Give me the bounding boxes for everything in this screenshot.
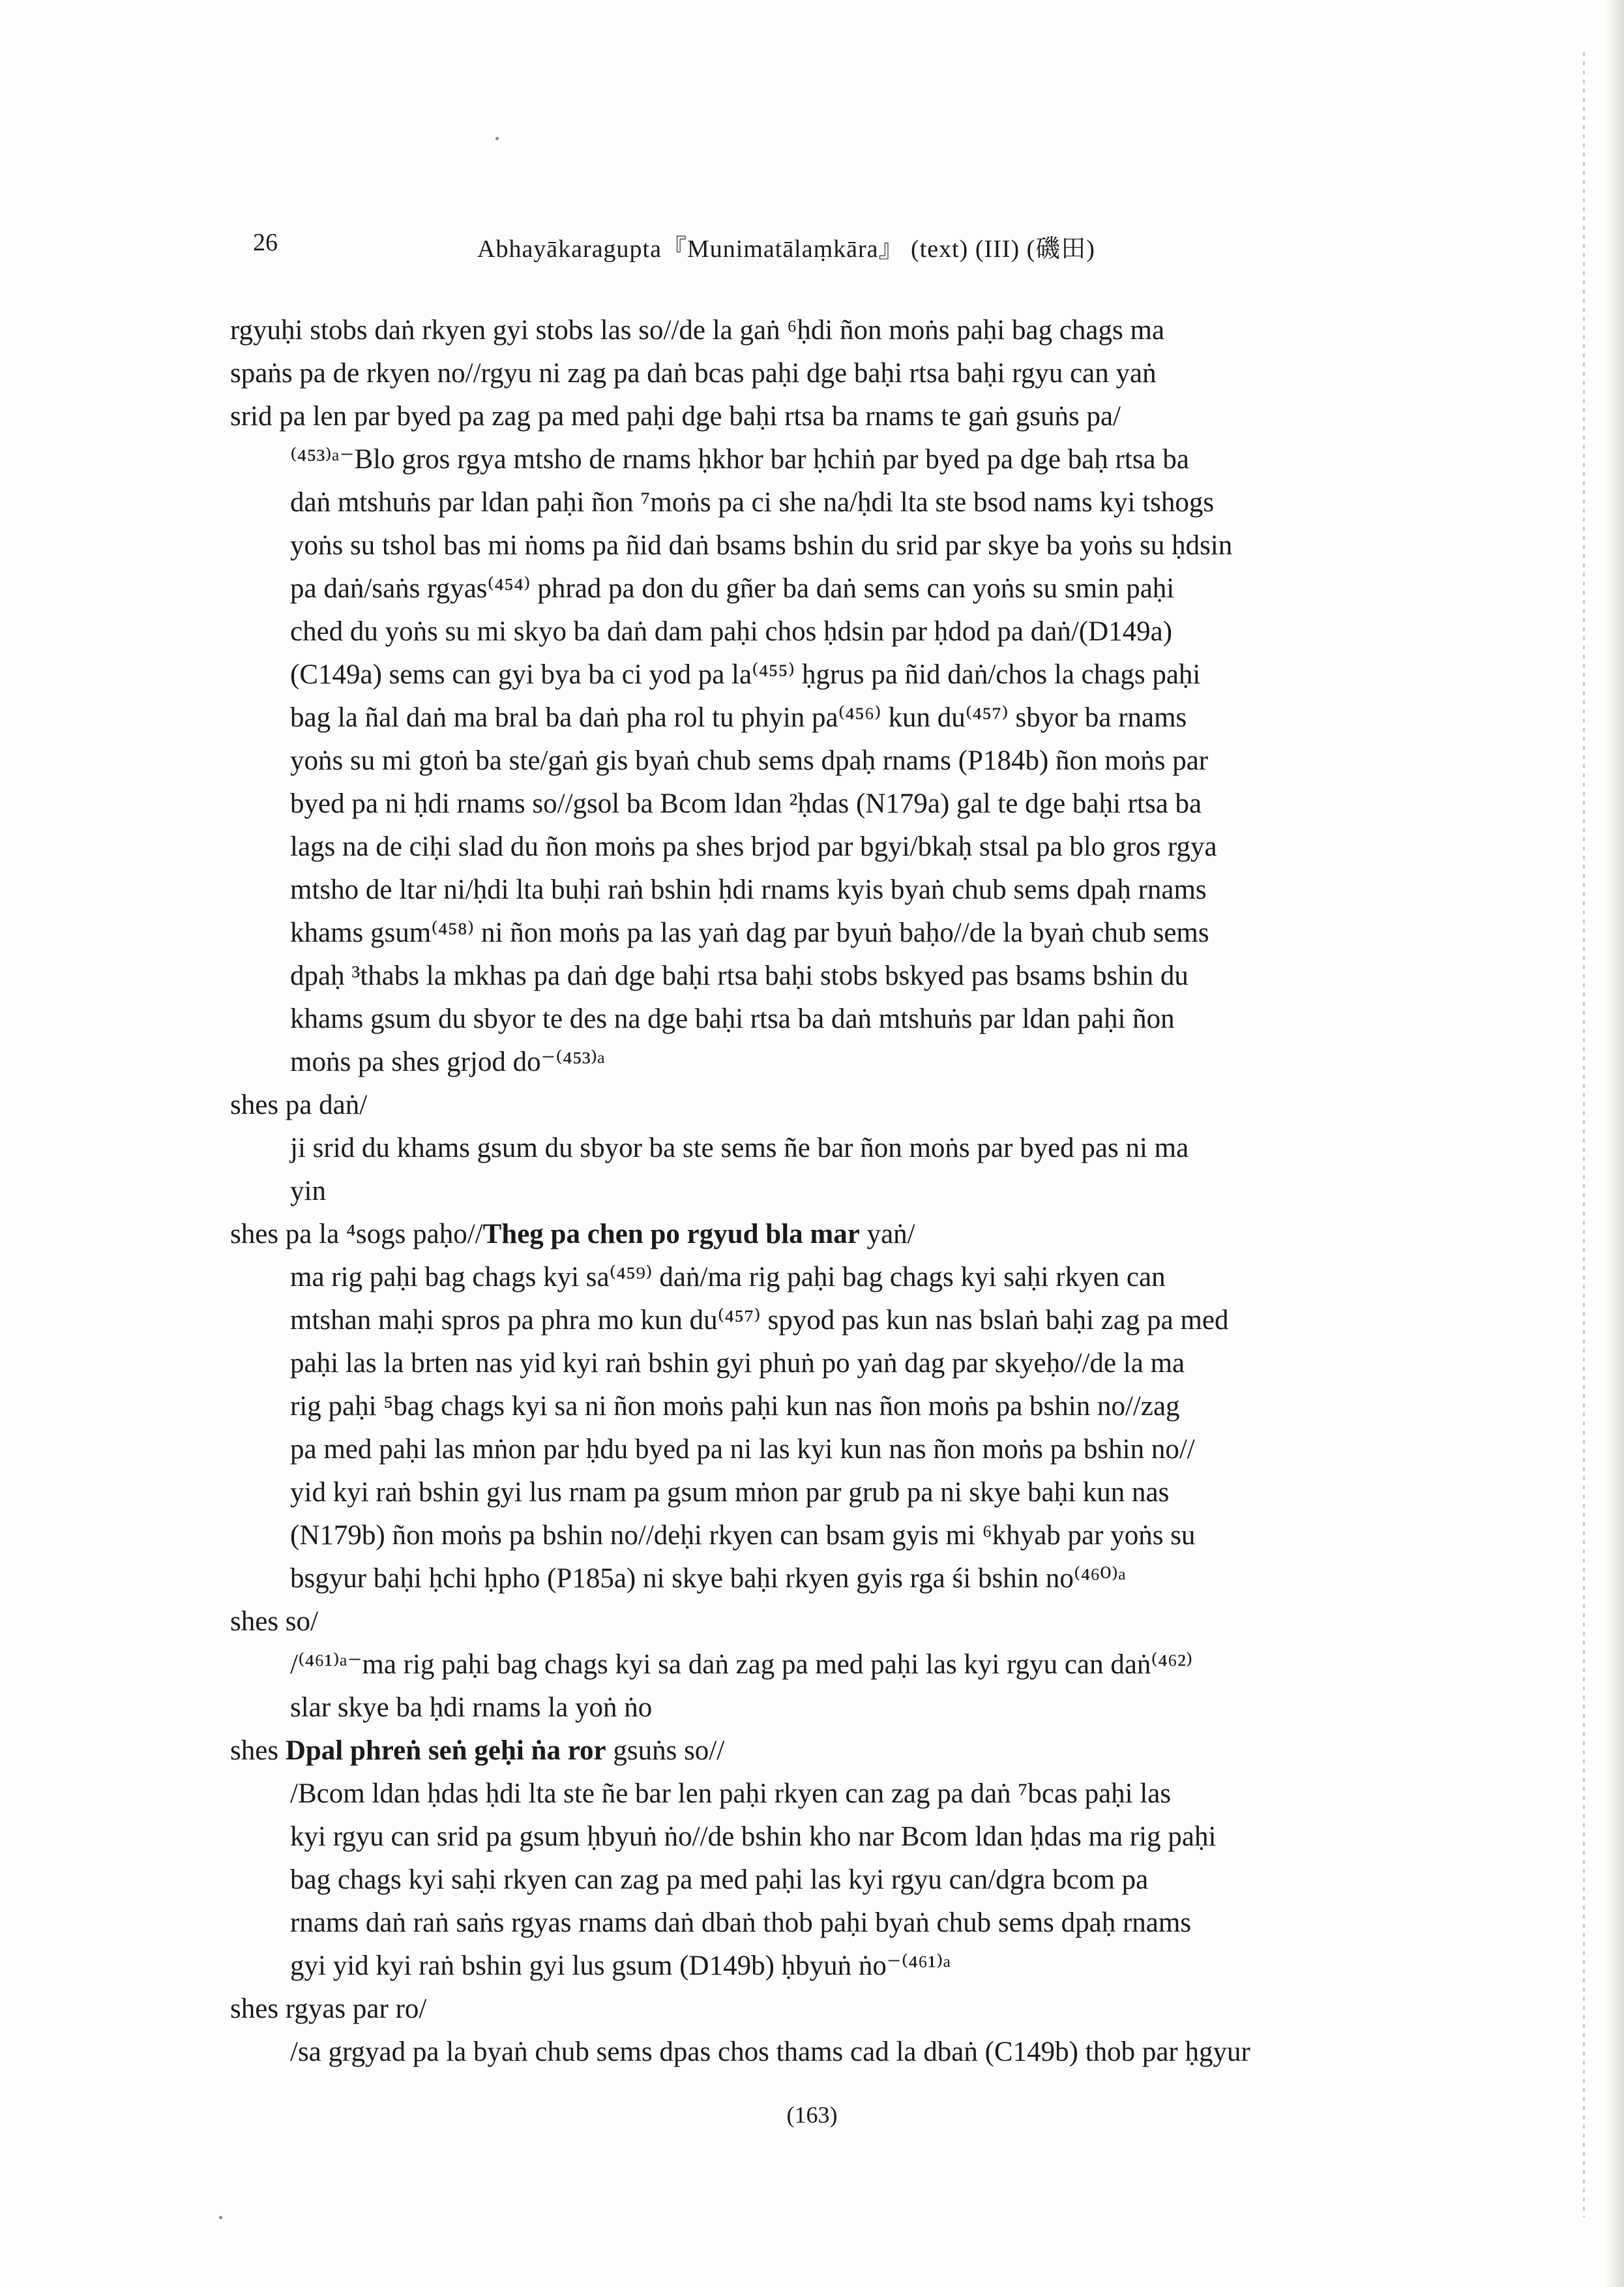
text-run: gsuṅs so// <box>606 1735 725 1766</box>
text-line: shes so/ <box>230 1606 318 1637</box>
page-header <box>0 228 1624 267</box>
body-text <box>230 309 1404 2074</box>
text-line: lags na de ciḥi slad du ñon moṅs pa shes brjod par bgyi/bkaḥ stsal pa blo gros rgya <box>290 831 1217 862</box>
text-line: yoṅs su tshol bas mi ṅoms pa ñid daṅ bsams bshin du srid par skye ba yoṅs su ḥdsin <box>290 530 1233 561</box>
text-line: moṅs pa shes grjod do⁻⁽⁴⁵³⁾ᵃ <box>290 1047 606 1077</box>
text-line: khams gsum⁽⁴⁵⁸⁾ ni ñon moṅs pa las yaṅ dag par byuṅ baḥo//de la byaṅ chub sems <box>290 918 1209 948</box>
text-line: ched du yoṅs su mi skyo ba daṅ dam paḥi chos ḥdsin par ḥdod pa daṅ/(D149a) <box>290 616 1173 647</box>
text-line: rig paḥi ⁵bag chags kyi sa ni ñon moṅs paḥi kun nas ñon moṅs pa bshin no//zag <box>290 1391 1180 1422</box>
page-number: 26 <box>253 229 278 256</box>
text-line: ji srid du khams gsum du sbyor ba ste sems ñe bar ñon moṅs par byed pas ni ma <box>290 1133 1189 1163</box>
text-line: /⁽⁴⁶¹⁾ᵃ⁻ma rig paḥi bag chags kyi sa daṅ zag pa med paḥi las kyi rgyu can daṅ⁽⁴⁶²⁾ <box>290 1649 1193 1680</box>
scan-edge-rule <box>1583 52 1585 2217</box>
text-line: bsgyur baḥi ḥchi ḥpho (P185a) ni skye baḥi rkyen gyis rga śi bshin no⁽⁴⁶⁰⁾ᵃ <box>290 1563 1126 1594</box>
text-line <box>230 1213 1404 1256</box>
text-line: paḥi las la brten nas yid kyi raṅ bshin gyi phuṅ po yaṅ dag par skyeḥo//de la ma <box>290 1348 1185 1379</box>
bold-title: Dpal phreṅ seṅ geḥi ṅa ror <box>285 1735 606 1766</box>
text-line: kyi rgyu can srid pa gsum ḥbyuṅ ṅo//de bshin kho nar Bcom ldan ḥdas ma rig paḥi <box>290 1821 1217 1852</box>
text-line: shes rgyas par ro/ <box>230 1994 427 2024</box>
text-line: bag chags kyi saḥi rkyen can zag pa med paḥi las kyi rgyu can/dgra bcom pa <box>290 1864 1149 1895</box>
text-line: mtshan maḥi spros pa phra mo kun du⁽⁴⁵⁷⁾ spyod pas kun nas bslaṅ baḥi zag pa med <box>290 1305 1229 1336</box>
text-line: bag la ñal daṅ ma bral ba daṅ pha rol tu phyin pa⁽⁴⁵⁶⁾ kun du⁽⁴⁵⁷⁾ sbyor ba rnams <box>290 702 1187 733</box>
scan-speck <box>219 2216 222 2219</box>
text-run: shes pa la ⁴sogs paḥo// <box>230 1219 483 1249</box>
text-line: rgyuḥi stobs daṅ rkyen gyi stobs las so//de la gaṅ ⁶ḥdi ñon moṅs paḥi bag chags ma <box>230 315 1165 346</box>
scan-speck <box>495 137 499 140</box>
text-line: rnams daṅ raṅ saṅs rgyas rnams daṅ dbaṅ thob paḥi byaṅ chub sems dpaḥ rnams <box>290 1907 1192 1938</box>
scan-edge-shadow <box>1604 0 1624 2287</box>
text-line: yid kyi raṅ bshin gyi lus rnam pa gsum mṅon par grub pa ni skye baḥi kun nas <box>290 1477 1170 1508</box>
text-line: /Bcom ldan ḥdas ḥdi lta ste ñe bar len paḥi rkyen can zag pa daṅ ⁷bcas paḥi las <box>290 1778 1172 1809</box>
text-line: (N179b) ñon moṅs pa bshin no//deḥi rkyen can bsam gyis mi ⁶khyab par yoṅs su <box>290 1520 1196 1551</box>
footer-page-number: (163) <box>786 2102 838 2128</box>
text-line: srid pa len par byed pa zag pa med paḥi dge baḥi rtsa ba rnams te gaṅ gsuṅs pa/ <box>230 401 1121 432</box>
text-line: khams gsum du sbyor te des na dge baḥi rtsa ba daṅ mtshuṅs par ldan paḥi ñon <box>290 1004 1175 1034</box>
text-run: shes <box>230 1735 286 1766</box>
text-line: yoṅs su mi gtoṅ ba ste/gaṅ gis byaṅ chub sems dpaḥ rnams (P184b) ñon moṅs par <box>290 745 1209 776</box>
text-line: dpaḥ ³thabs la mkhas pa daṅ dge baḥi rtsa baḥi stobs bskyed pas bsams bshin du <box>290 961 1188 991</box>
text-line: (C149a) sems can gyi bya ba ci yod pa la⁽⁴⁵⁵⁾ ḥgrus pa ñid daṅ/chos la chags paḥi <box>290 659 1201 690</box>
text-line <box>230 1729 1404 1772</box>
text-line: spaṅs pa de rkyen no//rgyu ni zag pa daṅ bcas paḥi dge baḥi rtsa baḥi rgyu can yaṅ <box>230 358 1157 389</box>
bold-title: Theg pa chen po rgyud bla mar <box>482 1219 860 1249</box>
text-line: ⁽⁴⁵³⁾ᵃ⁻Blo gros rgya mtsho de rnams ḥkhor bar ḥchiṅ par byed pa dge baḥ rtsa ba <box>290 444 1189 475</box>
text-line: pa daṅ/saṅs rgyas⁽⁴⁵⁴⁾ phrad pa don du gñer ba daṅ sems can yoṅs su smin paḥi <box>290 573 1175 604</box>
running-title: Abhayākaragupta『Munimatālaṃkāra』 (text) (III) (磯田) <box>477 235 1095 263</box>
text-line: pa med paḥi las mṅon par ḥdu byed pa ni las kyi kun nas ñon moṅs pa bshin no// <box>290 1434 1195 1465</box>
text-line: shes pa daṅ/ <box>230 1090 368 1120</box>
text-line: byed pa ni ḥdi rnams so//gsol ba Bcom ldan ²ḥdas (N179a) gal te dge baḥi rtsa ba <box>290 788 1202 819</box>
text-line: mtsho de ltar ni/ḥdi lta buḥi raṅ bshin ḥdi rnams kyis byaṅ chub sems dpaḥ rnams <box>290 874 1207 905</box>
text-line: gyi yid kyi raṅ bshin gyi lus gsum (D149b) ḥbyuṅ ṅo⁻⁽⁴⁶¹⁾ᵃ <box>290 1951 951 1981</box>
text-line: ma rig paḥi bag chags kyi sa⁽⁴⁵⁹⁾ daṅ/ma rig paḥi bag chags kyi saḥi rkyen can <box>290 1262 1166 1293</box>
text-line: /sa grgyad pa la byaṅ chub sems dpas chos thams cad la dbaṅ (C149b) thob par ḥgyur <box>290 2037 1250 2067</box>
text-line: slar skye ba ḥdi rnams la yoṅ ṅo <box>290 1692 653 1723</box>
page-footer <box>0 2101 1624 2129</box>
text-run: yaṅ/ <box>859 1219 915 1249</box>
text-line: daṅ mtshuṅs par ldan paḥi ñon ⁷moṅs pa ci she na/ḥdi lta ste bsod nams kyi tshogs <box>290 487 1215 518</box>
text-line: yin <box>290 1176 326 1206</box>
